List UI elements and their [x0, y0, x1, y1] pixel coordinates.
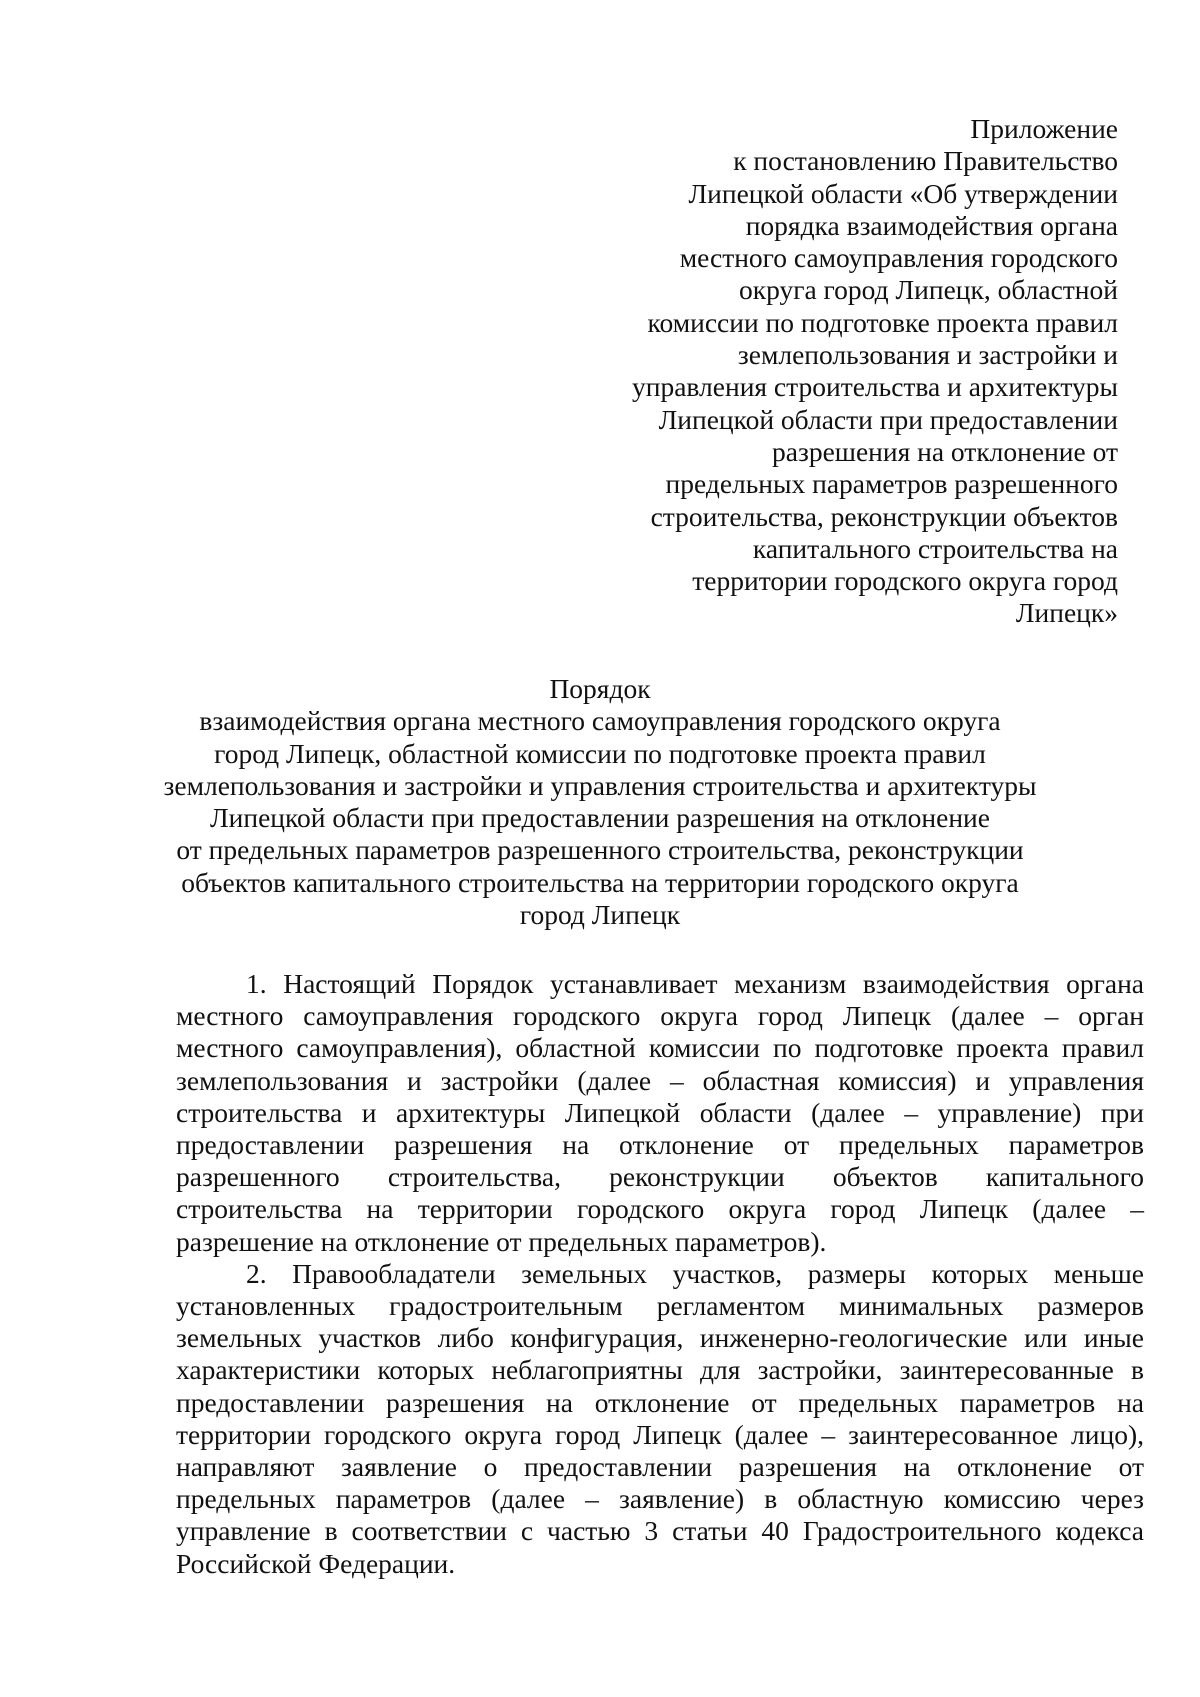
appendix-line: к постановлению Правительство: [733, 145, 1118, 177]
title-line: от предельных параметров разрешенного строительства, реконструкции: [176, 834, 1024, 866]
appendix-line: территории городского округа город: [692, 565, 1118, 597]
appendix-line: порядка взаимодействия органа: [745, 209, 1118, 241]
appendix-line: предельных параметров разрешенного: [665, 468, 1118, 500]
appendix-note: [558, 113, 1118, 630]
appendix-line: округа город Липецк, областной: [738, 274, 1118, 306]
title-heading: Порядок: [549, 673, 651, 704]
document-title: [150, 673, 1050, 931]
appendix-line: строительства, реконструкции объектов: [650, 500, 1118, 532]
appendix-line: Липецкой области «Об утверждении: [688, 177, 1118, 209]
appendix-line: управления строительства и архитектуры: [632, 371, 1118, 403]
appendix-line: Липецкой области при предоставлении: [658, 403, 1118, 435]
appendix-line: комиссии по подготовке проекта правил: [647, 306, 1118, 338]
title-line: взаимодействия органа местного самоуправления городского округа: [199, 705, 1001, 737]
title-line: землепользования и застройки и управления строительства и архитектуры: [163, 769, 1037, 801]
title-line: Липецкой области при предоставлении разрешения на отклонение: [210, 802, 990, 834]
document-body: [176, 968, 1144, 1580]
paragraph-1: 1. Настоящий Порядок устанавливает механизм взаимодействия органа местного самоуправления городского округа город Липецк (далее – орган местного самоуправления), областной комиссии по подготовке проекта правил землепользования и застройки (далее – областная комиссия) и управления строительства и архитектуры Липецкой области (далее – управление) при предоставлении разрешения на отклонение от предельных параметров разрешенного строительства, реконструкции объектов капитального строительства на территории городского округа город Липецк (далее – разрешение на отклонение от предельных параметров).: [176, 968, 1144, 1257]
appendix-line: местного самоуправления городского: [679, 242, 1118, 274]
appendix-line: капитального строительства на: [752, 532, 1118, 564]
title-line: город Липецк, областной комиссии по подготовке проекта правил: [214, 737, 986, 769]
title-line: объектов капитального строительства на территории городского округа: [181, 866, 1019, 898]
appendix-line: Приложение: [970, 113, 1118, 144]
appendix-line: разрешения на отклонение от: [772, 435, 1118, 467]
title-line: город Липецк: [519, 899, 681, 931]
paragraph-2: 2. Правообладатели земельных участков, размеры которых меньше установленных градостроительным регламентом минимальных размеров земельных участков либо конфигурация, инженерно-геологические или иные характеристики которых неблагоприятны для застройки, заинтересованные в предоставлении разрешения на отклонение от предельных параметров на территории городского округа город Липецк (далее – заинтересованное лицо), направляют заявление о предоставлении разрешения на отклонение от предельных параметров (далее – заявление) в областную комиссию через управление в соответствии с частью 3 статьи 40 Градостроительного кодекса Российской Федерации.: [176, 1257, 1144, 1579]
appendix-line: землепользования и застройки и: [737, 339, 1118, 371]
appendix-line: Липецк»: [1015, 597, 1118, 629]
